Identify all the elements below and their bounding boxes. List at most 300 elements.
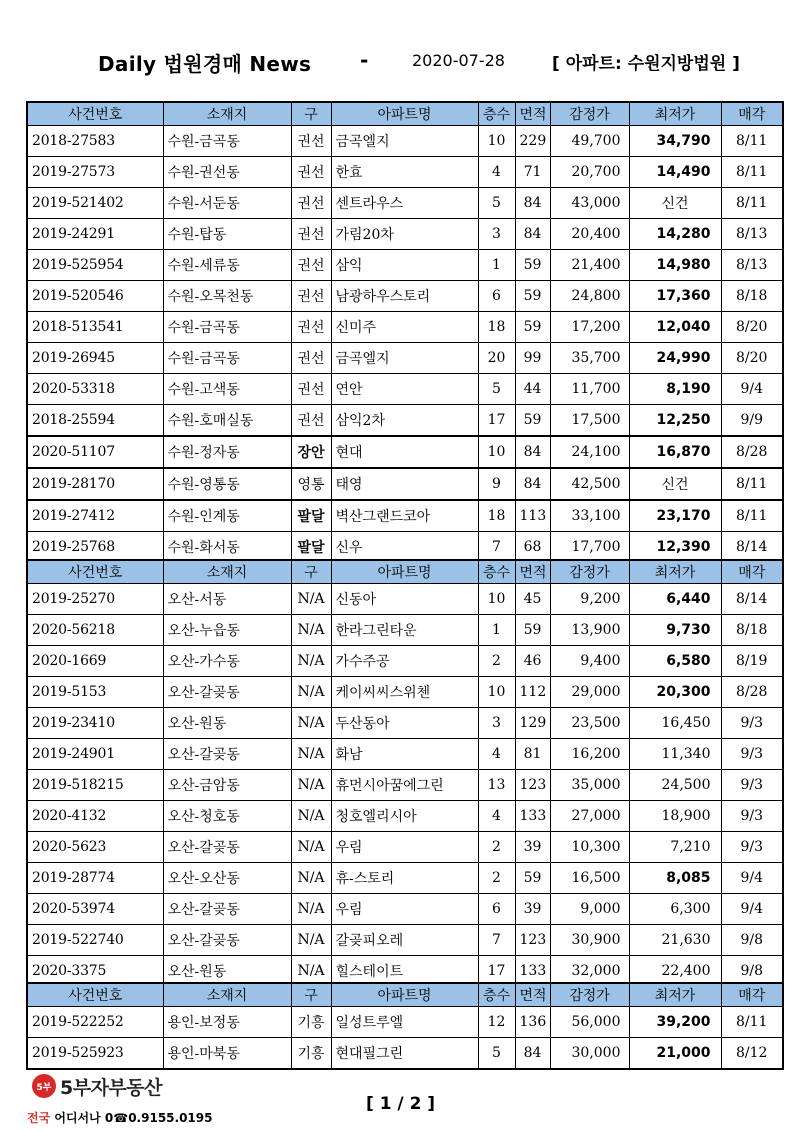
cell-loc: 수원-금곡동 bbox=[163, 126, 291, 157]
cell-apt: 한효 bbox=[331, 157, 478, 188]
cell-appraisal: 32,000 bbox=[550, 956, 629, 988]
cell-area: 84 bbox=[515, 468, 550, 500]
table-row bbox=[27, 374, 783, 405]
column-header-minimum: 최저가 bbox=[629, 560, 721, 584]
cell-area: 112 bbox=[515, 677, 550, 708]
cell-loc: 오산-원동 bbox=[163, 956, 291, 988]
cell-loc: 수원-금곡동 bbox=[163, 312, 291, 343]
contact-highlight: 전국 bbox=[27, 1111, 51, 1125]
column-header-gu: 구 bbox=[291, 102, 331, 126]
cell-loc: 수원-오목천동 bbox=[163, 281, 291, 312]
column-header-floor: 층수 bbox=[478, 560, 515, 584]
cell-case: 2019-522252 bbox=[27, 1007, 163, 1038]
cell-appraisal: 35,000 bbox=[550, 770, 629, 801]
cell-case: 2019-525954 bbox=[27, 250, 163, 281]
table-row bbox=[27, 157, 783, 188]
cell-loc: 오산-갈곶동 bbox=[163, 894, 291, 925]
cell-apt: 연안 bbox=[331, 374, 478, 405]
cell-floor: 1 bbox=[478, 250, 515, 281]
cell-minimum: 16,870 bbox=[629, 436, 721, 468]
table-row bbox=[27, 468, 783, 500]
cell-area: 84 bbox=[515, 188, 550, 219]
cell-floor: 4 bbox=[478, 157, 515, 188]
column-header-loc: 소재지 bbox=[163, 560, 291, 584]
cell-apt: 청호엘리시아 bbox=[331, 801, 478, 832]
cell-appraisal: 24,800 bbox=[550, 281, 629, 312]
cell-sale: 9/9 bbox=[721, 405, 783, 437]
cell-area: 133 bbox=[515, 801, 550, 832]
cell-gu: 권선 bbox=[291, 219, 331, 250]
column-header-case: 사건번호 bbox=[27, 102, 163, 126]
cell-minimum: 12,040 bbox=[629, 312, 721, 343]
cell-area: 59 bbox=[515, 281, 550, 312]
cell-sale: 8/20 bbox=[721, 343, 783, 374]
cell-appraisal: 23,500 bbox=[550, 708, 629, 739]
cell-floor: 4 bbox=[478, 739, 515, 770]
cell-gu: 기흥 bbox=[291, 1038, 331, 1070]
cell-floor: 10 bbox=[478, 584, 515, 615]
cell-sale: 8/20 bbox=[721, 312, 783, 343]
cell-minimum: 8,085 bbox=[629, 863, 721, 894]
cell-floor: 3 bbox=[478, 219, 515, 250]
cell-apt: 우림 bbox=[331, 894, 478, 925]
cell-gu: N/A bbox=[291, 925, 331, 956]
cell-area: 84 bbox=[515, 436, 550, 468]
cell-case: 2020-51107 bbox=[27, 436, 163, 468]
cell-gu: N/A bbox=[291, 708, 331, 739]
cell-floor: 7 bbox=[478, 532, 515, 564]
cell-appraisal: 16,500 bbox=[550, 863, 629, 894]
table-row bbox=[27, 436, 783, 468]
cell-sale: 8/18 bbox=[721, 615, 783, 646]
cell-area: 59 bbox=[515, 250, 550, 281]
cell-floor: 5 bbox=[478, 374, 515, 405]
cell-minimum: 8,190 bbox=[629, 374, 721, 405]
table-row bbox=[27, 739, 783, 770]
cell-appraisal: 20,400 bbox=[550, 219, 629, 250]
cell-minimum: 24,990 bbox=[629, 343, 721, 374]
cell-loc: 수원-정자동 bbox=[163, 436, 291, 468]
cell-apt: 삼익2차 bbox=[331, 405, 478, 437]
cell-appraisal: 17,500 bbox=[550, 405, 629, 437]
cell-case: 2018-513541 bbox=[27, 312, 163, 343]
cell-floor: 6 bbox=[478, 894, 515, 925]
cell-area: 113 bbox=[515, 500, 550, 532]
contact-number: 어디서나 0☎0.9155.0195 bbox=[50, 1111, 213, 1125]
report-date: 2020-07-28 bbox=[412, 51, 505, 70]
cell-apt: 휴-스토리 bbox=[331, 863, 478, 894]
cell-minimum: 24,500 bbox=[629, 770, 721, 801]
cell-floor: 10 bbox=[478, 126, 515, 157]
column-header-loc: 소재지 bbox=[163, 102, 291, 126]
cell-gu: 권선 bbox=[291, 126, 331, 157]
cell-minimum: 21,630 bbox=[629, 925, 721, 956]
cell-loc: 용인-마북동 bbox=[163, 1038, 291, 1070]
cell-area: 123 bbox=[515, 925, 550, 956]
cell-loc: 오산-갈곶동 bbox=[163, 739, 291, 770]
table-row bbox=[27, 405, 783, 437]
cell-floor: 10 bbox=[478, 436, 515, 468]
table-row bbox=[27, 219, 783, 250]
table-row bbox=[27, 250, 783, 281]
cell-area: 59 bbox=[515, 312, 550, 343]
cell-loc: 수원-세류동 bbox=[163, 250, 291, 281]
court-region: [ 아파트: 수원지방법원 ] bbox=[552, 54, 740, 74]
cell-apt: 화남 bbox=[331, 739, 478, 770]
cell-minimum: 14,980 bbox=[629, 250, 721, 281]
column-header-apt: 아파트명 bbox=[331, 983, 478, 1007]
cell-floor: 5 bbox=[478, 1038, 515, 1070]
table-row bbox=[27, 925, 783, 956]
cell-case: 2019-27412 bbox=[27, 500, 163, 532]
cell-floor: 17 bbox=[478, 956, 515, 988]
cell-apt: 힐스테이트 bbox=[331, 956, 478, 988]
cell-area: 133 bbox=[515, 956, 550, 988]
cell-area: 39 bbox=[515, 832, 550, 863]
cell-gu: N/A bbox=[291, 584, 331, 615]
cell-apt: 갈곶피오레 bbox=[331, 925, 478, 956]
cell-minimum: 9,730 bbox=[629, 615, 721, 646]
cell-sale: 8/18 bbox=[721, 281, 783, 312]
title-separator: - bbox=[360, 48, 369, 72]
cell-gu: 권선 bbox=[291, 374, 331, 405]
cell-floor: 17 bbox=[478, 405, 515, 437]
cell-sale: 8/12 bbox=[721, 1038, 783, 1070]
cell-sale: 9/8 bbox=[721, 925, 783, 956]
cell-sale: 8/11 bbox=[721, 157, 783, 188]
cell-minimum: 6,440 bbox=[629, 584, 721, 615]
table-row bbox=[27, 281, 783, 312]
table-header-row bbox=[27, 102, 783, 126]
cell-minimum: 14,280 bbox=[629, 219, 721, 250]
cell-floor: 12 bbox=[478, 1007, 515, 1038]
cell-area: 84 bbox=[515, 219, 550, 250]
cell-floor: 2 bbox=[478, 863, 515, 894]
column-header-gu: 구 bbox=[291, 983, 331, 1007]
table-row bbox=[27, 708, 783, 739]
contact-line bbox=[27, 1109, 212, 1126]
cell-apt: 신동아 bbox=[331, 584, 478, 615]
cell-area: 45 bbox=[515, 584, 550, 615]
column-header-case: 사건번호 bbox=[27, 560, 163, 584]
cell-floor: 10 bbox=[478, 677, 515, 708]
cell-sale: 8/13 bbox=[721, 219, 783, 250]
cell-case: 2019-24291 bbox=[27, 219, 163, 250]
cell-minimum: 6,580 bbox=[629, 646, 721, 677]
table-header-row bbox=[27, 983, 783, 1007]
cell-apt: 두산동아 bbox=[331, 708, 478, 739]
cell-area: 84 bbox=[515, 1038, 550, 1070]
cell-sale: 8/28 bbox=[721, 677, 783, 708]
cell-appraisal: 56,000 bbox=[550, 1007, 629, 1038]
cell-minimum: 20,300 bbox=[629, 677, 721, 708]
cell-loc: 수원-금곡동 bbox=[163, 343, 291, 374]
cell-loc: 용인-보정동 bbox=[163, 1007, 291, 1038]
cell-case: 2020-5623 bbox=[27, 832, 163, 863]
cell-gu: N/A bbox=[291, 770, 331, 801]
page-header bbox=[0, 48, 800, 76]
cell-apt: 가수주공 bbox=[331, 646, 478, 677]
cell-loc: 수원-고색동 bbox=[163, 374, 291, 405]
cell-apt: 현대 bbox=[331, 436, 478, 468]
cell-case: 2019-5153 bbox=[27, 677, 163, 708]
table-row bbox=[27, 188, 783, 219]
cell-appraisal: 20,700 bbox=[550, 157, 629, 188]
cell-loc: 오산-가수동 bbox=[163, 646, 291, 677]
cell-gu: N/A bbox=[291, 646, 331, 677]
auction-table-yongin bbox=[26, 982, 784, 1070]
cell-gu: N/A bbox=[291, 956, 331, 988]
cell-area: 68 bbox=[515, 532, 550, 564]
cell-area: 46 bbox=[515, 646, 550, 677]
cell-case: 2019-26945 bbox=[27, 343, 163, 374]
table-row bbox=[27, 677, 783, 708]
cell-sale: 9/3 bbox=[721, 770, 783, 801]
column-header-sale: 매각 bbox=[721, 983, 783, 1007]
cell-sale: 8/11 bbox=[721, 126, 783, 157]
cell-appraisal: 30,000 bbox=[550, 1038, 629, 1070]
cell-sale: 9/8 bbox=[721, 956, 783, 988]
cell-gu: 권선 bbox=[291, 405, 331, 437]
cell-apt: 신우 bbox=[331, 532, 478, 564]
cell-gu: N/A bbox=[291, 832, 331, 863]
cell-gu: 권선 bbox=[291, 281, 331, 312]
cell-sale: 9/3 bbox=[721, 832, 783, 863]
cell-minimum: 12,390 bbox=[629, 532, 721, 564]
cell-apt: 우림 bbox=[331, 832, 478, 863]
column-header-appraisal: 감정가 bbox=[550, 560, 629, 584]
cell-minimum: 23,170 bbox=[629, 500, 721, 532]
cell-appraisal: 9,200 bbox=[550, 584, 629, 615]
cell-case: 2019-25768 bbox=[27, 532, 163, 564]
table-header-row bbox=[27, 560, 783, 584]
cell-case: 2020-56218 bbox=[27, 615, 163, 646]
cell-gu: 팔달 bbox=[291, 500, 331, 532]
cell-minimum: 16,450 bbox=[629, 708, 721, 739]
cell-loc: 수원-서둔동 bbox=[163, 188, 291, 219]
cell-appraisal: 43,000 bbox=[550, 188, 629, 219]
cell-area: 59 bbox=[515, 405, 550, 437]
column-header-case: 사건번호 bbox=[27, 983, 163, 1007]
cell-gu: 권선 bbox=[291, 188, 331, 219]
cell-case: 2019-25270 bbox=[27, 584, 163, 615]
cell-minimum: 6,300 bbox=[629, 894, 721, 925]
cell-area: 99 bbox=[515, 343, 550, 374]
newsletter-title: Daily 법원경매 News bbox=[98, 52, 312, 76]
column-header-apt: 아파트명 bbox=[331, 102, 478, 126]
cell-floor: 7 bbox=[478, 925, 515, 956]
cell-loc: 수원-권선동 bbox=[163, 157, 291, 188]
cell-minimum: 34,790 bbox=[629, 126, 721, 157]
cell-appraisal: 21,400 bbox=[550, 250, 629, 281]
cell-sale: 8/14 bbox=[721, 584, 783, 615]
cell-area: 44 bbox=[515, 374, 550, 405]
cell-minimum: 18,900 bbox=[629, 801, 721, 832]
cell-case: 2020-53974 bbox=[27, 894, 163, 925]
cell-apt: 케이씨씨스위첸 bbox=[331, 677, 478, 708]
cell-sale: 9/4 bbox=[721, 894, 783, 925]
cell-minimum: 7,210 bbox=[629, 832, 721, 863]
cell-apt: 신미주 bbox=[331, 312, 478, 343]
cell-minimum: 신건 bbox=[629, 468, 721, 500]
cell-apt: 금곡엘지 bbox=[331, 126, 478, 157]
cell-gu: N/A bbox=[291, 801, 331, 832]
cell-sale: 8/11 bbox=[721, 188, 783, 219]
cell-loc: 수원-호매실동 bbox=[163, 405, 291, 437]
cell-apt: 센트라우스 bbox=[331, 188, 478, 219]
cell-floor: 18 bbox=[478, 500, 515, 532]
cell-gu: N/A bbox=[291, 739, 331, 770]
cell-apt: 휴먼시아꿈에그린 bbox=[331, 770, 478, 801]
cell-case: 2019-520546 bbox=[27, 281, 163, 312]
table-row bbox=[27, 646, 783, 677]
cell-apt: 한라그린타운 bbox=[331, 615, 478, 646]
cell-floor: 3 bbox=[478, 708, 515, 739]
cell-case: 2019-28170 bbox=[27, 468, 163, 500]
column-header-area: 면적 bbox=[515, 983, 550, 1007]
cell-appraisal: 33,100 bbox=[550, 500, 629, 532]
cell-floor: 4 bbox=[478, 801, 515, 832]
cell-gu: 권선 bbox=[291, 312, 331, 343]
cell-gu: N/A bbox=[291, 863, 331, 894]
column-header-floor: 층수 bbox=[478, 983, 515, 1007]
cell-sale: 8/19 bbox=[721, 646, 783, 677]
column-header-loc: 소재지 bbox=[163, 983, 291, 1007]
cell-apt: 현대필그린 bbox=[331, 1038, 478, 1070]
page-number: [ 1 / 2 ] bbox=[366, 1094, 436, 1114]
cell-minimum: 11,340 bbox=[629, 739, 721, 770]
cell-appraisal: 9,000 bbox=[550, 894, 629, 925]
cell-gu: 장안 bbox=[291, 436, 331, 468]
cell-appraisal: 16,200 bbox=[550, 739, 629, 770]
cell-apt: 벽산그랜드코아 bbox=[331, 500, 478, 532]
table-row bbox=[27, 615, 783, 646]
cell-case: 2020-53318 bbox=[27, 374, 163, 405]
cell-sale: 9/4 bbox=[721, 863, 783, 894]
cell-gu: 영통 bbox=[291, 468, 331, 500]
cell-case: 2019-518215 bbox=[27, 770, 163, 801]
cell-appraisal: 10,300 bbox=[550, 832, 629, 863]
cell-loc: 오산-서동 bbox=[163, 584, 291, 615]
table-row bbox=[27, 863, 783, 894]
auction-table-suwon bbox=[26, 101, 784, 564]
cell-gu: N/A bbox=[291, 615, 331, 646]
cell-case: 2019-521402 bbox=[27, 188, 163, 219]
column-header-floor: 층수 bbox=[478, 102, 515, 126]
cell-apt: 일성트루엘 bbox=[331, 1007, 478, 1038]
cell-area: 229 bbox=[515, 126, 550, 157]
column-header-minimum: 최저가 bbox=[629, 102, 721, 126]
cell-case: 2019-27573 bbox=[27, 157, 163, 188]
cell-apt: 금곡엘지 bbox=[331, 343, 478, 374]
cell-sale: 9/3 bbox=[721, 739, 783, 770]
logo-text: 5부자부동산 bbox=[60, 1076, 162, 1099]
cell-loc: 수원-탑동 bbox=[163, 219, 291, 250]
cell-sale: 9/3 bbox=[721, 708, 783, 739]
table-row bbox=[27, 770, 783, 801]
table-row bbox=[27, 894, 783, 925]
cell-appraisal: 29,000 bbox=[550, 677, 629, 708]
cell-gu: 권선 bbox=[291, 343, 331, 374]
cell-appraisal: 30,900 bbox=[550, 925, 629, 956]
logo-mark-icon: 5부 bbox=[32, 1074, 56, 1098]
column-header-sale: 매각 bbox=[721, 102, 783, 126]
table-row bbox=[27, 312, 783, 343]
company-logo bbox=[32, 1073, 162, 1099]
cell-case: 2019-24901 bbox=[27, 739, 163, 770]
column-header-area: 면적 bbox=[515, 560, 550, 584]
cell-gu: 기흥 bbox=[291, 1007, 331, 1038]
cell-case: 2020-3375 bbox=[27, 956, 163, 988]
cell-loc: 오산-원동 bbox=[163, 708, 291, 739]
cell-sale: 8/13 bbox=[721, 250, 783, 281]
cell-appraisal: 42,500 bbox=[550, 468, 629, 500]
cell-area: 71 bbox=[515, 157, 550, 188]
cell-case: 2020-4132 bbox=[27, 801, 163, 832]
cell-floor: 2 bbox=[478, 646, 515, 677]
cell-sale: 8/11 bbox=[721, 468, 783, 500]
cell-case: 2019-23410 bbox=[27, 708, 163, 739]
cell-appraisal: 49,700 bbox=[550, 126, 629, 157]
cell-sale: 8/11 bbox=[721, 1007, 783, 1038]
cell-floor: 20 bbox=[478, 343, 515, 374]
cell-sale: 9/4 bbox=[721, 374, 783, 405]
cell-appraisal: 24,100 bbox=[550, 436, 629, 468]
cell-minimum: 14,490 bbox=[629, 157, 721, 188]
cell-loc: 수원-영통동 bbox=[163, 468, 291, 500]
cell-sale: 8/28 bbox=[721, 436, 783, 468]
cell-appraisal: 17,200 bbox=[550, 312, 629, 343]
cell-appraisal: 13,900 bbox=[550, 615, 629, 646]
cell-floor: 13 bbox=[478, 770, 515, 801]
column-header-apt: 아파트명 bbox=[331, 560, 478, 584]
table-row bbox=[27, 343, 783, 374]
column-header-appraisal: 감정가 bbox=[550, 983, 629, 1007]
cell-area: 39 bbox=[515, 894, 550, 925]
cell-apt: 삼익 bbox=[331, 250, 478, 281]
cell-loc: 오산-갈곶동 bbox=[163, 832, 291, 863]
cell-floor: 18 bbox=[478, 312, 515, 343]
cell-minimum: 21,000 bbox=[629, 1038, 721, 1070]
column-header-appraisal: 감정가 bbox=[550, 102, 629, 126]
cell-case: 2019-28774 bbox=[27, 863, 163, 894]
cell-case: 2020-1669 bbox=[27, 646, 163, 677]
column-header-minimum: 최저가 bbox=[629, 983, 721, 1007]
cell-sale: 9/3 bbox=[721, 801, 783, 832]
cell-loc: 수원-인계동 bbox=[163, 500, 291, 532]
cell-appraisal: 35,700 bbox=[550, 343, 629, 374]
cell-minimum: 39,200 bbox=[629, 1007, 721, 1038]
table-row bbox=[27, 584, 783, 615]
cell-gu: 권선 bbox=[291, 157, 331, 188]
cell-apt: 남광하우스토리 bbox=[331, 281, 478, 312]
cell-case: 2019-525923 bbox=[27, 1038, 163, 1070]
cell-minimum: 22,400 bbox=[629, 956, 721, 988]
cell-floor: 1 bbox=[478, 615, 515, 646]
cell-loc: 오산-금암동 bbox=[163, 770, 291, 801]
cell-appraisal: 17,700 bbox=[550, 532, 629, 564]
cell-gu: N/A bbox=[291, 894, 331, 925]
cell-appraisal: 27,000 bbox=[550, 801, 629, 832]
cell-gu: 팔달 bbox=[291, 532, 331, 564]
cell-apt: 가림20차 bbox=[331, 219, 478, 250]
cell-case: 2018-25594 bbox=[27, 405, 163, 437]
cell-gu: N/A bbox=[291, 677, 331, 708]
cell-area: 136 bbox=[515, 1007, 550, 1038]
cell-appraisal: 9,400 bbox=[550, 646, 629, 677]
auction-table-osan bbox=[26, 559, 784, 988]
cell-apt: 태영 bbox=[331, 468, 478, 500]
